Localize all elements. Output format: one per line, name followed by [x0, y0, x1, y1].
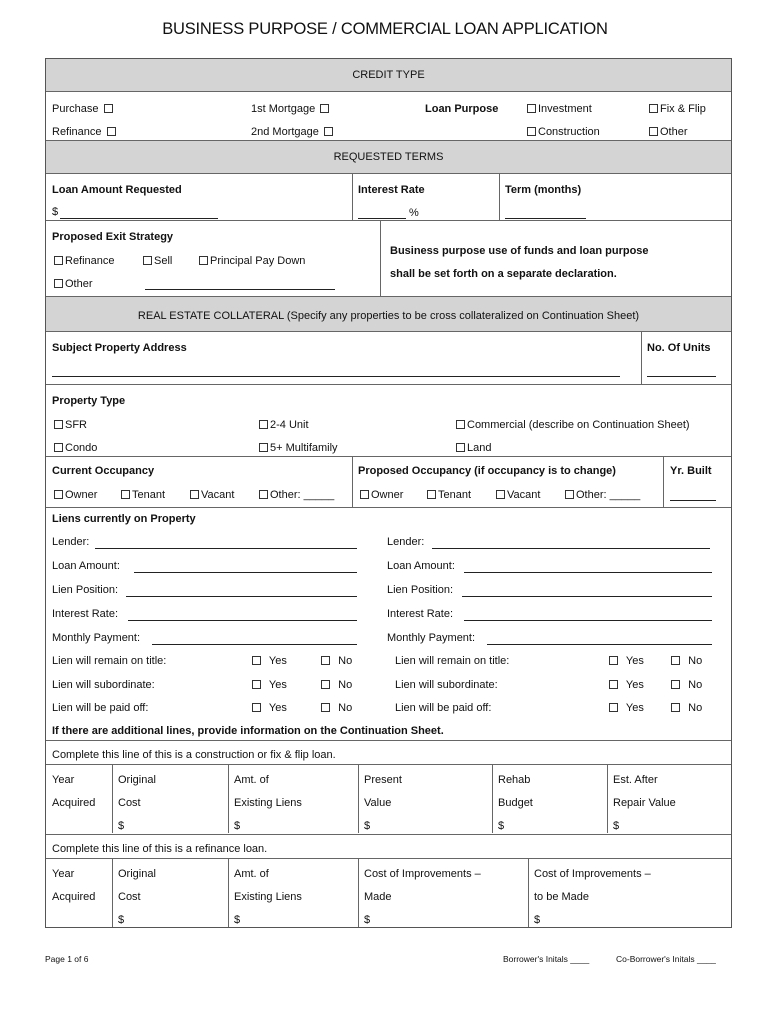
divider: [228, 765, 229, 833]
exit-refinance-option[interactable]: [52, 254, 115, 268]
r-tbm-dollar: $: [534, 914, 541, 926]
paid-off-label-1: Lien will be paid off:: [52, 702, 149, 714]
paid-off-yes-1[interactable]: [250, 701, 287, 715]
c-budget: Budget: [498, 797, 533, 809]
unit-2-4-label: 2-4 Unit: [270, 419, 309, 431]
c-repair-value: Repair Value: [613, 797, 676, 809]
first-mortgage-checkbox[interactable]: [320, 104, 329, 113]
purpose-note-line2: shall be set forth on a separate declaration.: [390, 268, 617, 280]
divider: [46, 384, 731, 385]
purpose-note-line1: Business purpose use of funds and loan purpose: [390, 245, 649, 257]
refinance-option[interactable]: [52, 125, 118, 139]
land-label: Land: [467, 442, 492, 454]
divider: [46, 456, 731, 457]
c-original: Original: [118, 774, 156, 786]
term-field[interactable]: [505, 218, 586, 219]
condo-checkbox[interactable]: [54, 443, 63, 452]
exit-sell-checkbox[interactable]: [143, 256, 152, 265]
c-existing-liens: Existing Liens: [234, 797, 302, 809]
multifamily-checkbox[interactable]: [259, 443, 268, 452]
commercial-label: Commercial (describe on Continuation Sheet): [467, 419, 690, 431]
other-purpose-option[interactable]: [647, 125, 688, 139]
other-purpose-checkbox[interactable]: [649, 127, 658, 136]
prop-vacant-checkbox[interactable]: [496, 490, 505, 499]
refinance-label: Refinance: [52, 126, 102, 138]
current-occupancy-label: Current Occupancy: [52, 465, 155, 477]
cur-owner-label: Owner: [65, 489, 98, 501]
prop-tenant-option[interactable]: [425, 488, 471, 502]
exit-paydown-option[interactable]: [197, 254, 305, 268]
no-label: No: [338, 702, 353, 714]
loan-amount-field[interactable]: [60, 218, 218, 219]
commercial-option[interactable]: [454, 418, 690, 432]
second-mortgage-option[interactable]: [251, 125, 335, 139]
collateral-header: REAL ESTATE COLLATERAL (Specify any properties to be cross collateralized on Continuation Sheet): [46, 297, 731, 331]
paid-off-yes-2[interactable]: [607, 701, 644, 715]
fix-flip-label: Fix & Flip: [660, 103, 706, 115]
exit-refinance-checkbox[interactable]: [54, 256, 63, 265]
remain-yes-2[interactable]: [607, 654, 644, 668]
c-rehab: Rehab: [498, 774, 531, 786]
divider: [358, 859, 359, 927]
other-purpose-label: Other: [660, 126, 688, 138]
prop-owner-option[interactable]: [358, 488, 403, 502]
exit-paydown-checkbox[interactable]: [199, 256, 208, 265]
purchase-checkbox[interactable]: [104, 104, 113, 113]
subordinate-no-1[interactable]: [319, 678, 352, 692]
c-year: Year: [52, 774, 75, 786]
paid-off-no-1[interactable]: [319, 701, 352, 715]
r-improvements-made-1: Cost of Improvements –: [364, 868, 481, 880]
units-field[interactable]: [647, 376, 716, 377]
divider: [663, 457, 664, 507]
lien-position-field-1[interactable]: [126, 596, 357, 597]
page-number: Page 1 of 6: [45, 954, 89, 964]
property-address-label: Subject Property Address: [52, 342, 187, 354]
land-checkbox[interactable]: [456, 443, 465, 452]
term-label: Term (months): [505, 184, 582, 196]
divider: [112, 859, 113, 927]
r-improvements-tbm-2: to be Made: [534, 891, 590, 903]
r-original: Original: [118, 868, 156, 880]
refinance-intro: Complete this line of this is a refinance loan.: [52, 843, 268, 855]
r-amt-of: Amt. of: [234, 868, 269, 880]
exit-strategy-label: Proposed Exit Strategy: [52, 231, 174, 243]
condo-label: Condo: [65, 442, 98, 454]
borrower-initials: Borrower's Initals ____: [503, 954, 590, 964]
remain-no-1[interactable]: [319, 654, 352, 668]
no-label: No: [688, 679, 703, 691]
divider: [492, 765, 493, 833]
multifamily-option[interactable]: [257, 441, 338, 455]
checkbox[interactable]: [609, 703, 618, 712]
loan-amount-field-2[interactable]: [464, 572, 712, 573]
checkbox[interactable]: [321, 680, 330, 689]
c-liens-dollar: $: [234, 820, 241, 832]
cur-other-option[interactable]: [257, 488, 334, 502]
cur-tenant-option[interactable]: [119, 488, 165, 502]
divider: [46, 858, 731, 859]
checkbox[interactable]: [671, 656, 680, 665]
c-present: Present: [364, 774, 402, 786]
interest-rate-label-1: Interest Rate:: [52, 608, 119, 620]
divider: [358, 765, 359, 833]
unit-2-4-checkbox[interactable]: [259, 420, 268, 429]
divider: [352, 457, 353, 507]
multifamily-label: 5+ Multifamily: [270, 442, 338, 454]
liens-label: Liens currently on Property: [52, 513, 196, 525]
subordinate-label-1: Lien will subordinate:: [52, 679, 155, 691]
r-made-dollar: $: [364, 914, 371, 926]
first-mortgage-label: 1st Mortgage: [251, 103, 316, 115]
paid-off-label-2: Lien will be paid off:: [395, 702, 492, 714]
r-improvements-made-2: Made: [364, 891, 392, 903]
condo-option[interactable]: [52, 441, 97, 455]
divider: [112, 765, 113, 833]
subordinate-yes-2[interactable]: [607, 678, 644, 692]
land-option[interactable]: [454, 441, 491, 455]
loan-amount-label-1: Loan Amount:: [52, 560, 120, 572]
checkbox[interactable]: [321, 656, 330, 665]
yes-label: Yes: [625, 679, 644, 691]
construction-label: Construction: [538, 126, 600, 138]
divider: [499, 174, 500, 220]
c-value-dollar: $: [364, 820, 371, 832]
prop-tenant-label: Tenant: [438, 489, 472, 501]
no-label: No: [338, 655, 353, 667]
fix-flip-option[interactable]: [647, 102, 706, 116]
first-mortgage-option[interactable]: [251, 102, 331, 116]
checkbox[interactable]: [252, 680, 261, 689]
cur-vacant-option[interactable]: [188, 488, 234, 502]
r-acquired: Acquired: [52, 891, 96, 903]
divider: [528, 859, 529, 927]
lien-position-label-1: Lien Position:: [52, 584, 119, 596]
construction-checkbox[interactable]: [527, 127, 536, 136]
checkbox[interactable]: [609, 680, 618, 689]
cur-vacant-label: Vacant: [201, 489, 235, 501]
unit-2-4-option[interactable]: [257, 418, 309, 432]
exit-paydown-label: Principal Pay Down: [210, 255, 306, 267]
cur-owner-option[interactable]: [52, 488, 97, 502]
construction-intro: Complete this line of this is a construction or fix & flip loan.: [52, 749, 336, 761]
divider: [607, 765, 608, 833]
divider: [352, 174, 353, 220]
checkbox[interactable]: [609, 656, 618, 665]
c-budget-dollar: $: [498, 820, 505, 832]
exit-sell-option[interactable]: [141, 254, 172, 268]
divider: [46, 91, 731, 92]
interest-rate-field-2[interactable]: [464, 620, 712, 621]
r-cost: Cost: [118, 891, 141, 903]
c-amt-of: Amt. of: [234, 774, 269, 786]
sfr-label: SFR: [65, 419, 87, 431]
exit-other-label: Other: [65, 278, 93, 290]
remain-yes-1[interactable]: [250, 654, 287, 668]
refinance-checkbox[interactable]: [107, 127, 116, 136]
yes-label: Yes: [268, 679, 287, 691]
purchase-option[interactable]: [52, 102, 115, 116]
yr-built-label: Yr. Built: [670, 465, 712, 477]
proposed-occupancy-label: Proposed Occupancy (if occupancy is to change): [358, 465, 616, 477]
additional-lines-note: If there are additional lines, provide information on the Continuation Sheet.: [52, 725, 444, 737]
cur-tenant-checkbox[interactable]: [121, 490, 130, 499]
divider: [228, 859, 229, 927]
prop-tenant-checkbox[interactable]: [427, 490, 436, 499]
monthly-payment-field-2[interactable]: [487, 644, 712, 645]
prop-vacant-label: Vacant: [507, 489, 541, 501]
checkbox[interactable]: [671, 680, 680, 689]
yes-label: Yes: [268, 655, 287, 667]
subordinate-yes-1[interactable]: [250, 678, 287, 692]
lien-position-field-2[interactable]: [462, 596, 712, 597]
purchase-label: Purchase: [52, 103, 99, 115]
lender-label-2: Lender:: [387, 536, 425, 548]
prop-owner-checkbox[interactable]: [360, 490, 369, 499]
lender-label-1: Lender:: [52, 536, 90, 548]
loan-amount-prefix: $: [52, 206, 59, 218]
divider: [46, 173, 731, 174]
interest-rate-field-1[interactable]: [128, 620, 357, 621]
monthly-payment-field-1[interactable]: [152, 644, 357, 645]
r-liens-dollar: $: [234, 914, 241, 926]
c-cost-dollar: $: [118, 820, 125, 832]
prop-owner-label: Owner: [371, 489, 404, 501]
investment-label: Investment: [538, 103, 592, 115]
r-year: Year: [52, 868, 75, 880]
investment-option[interactable]: [525, 102, 592, 116]
credit-type-header: CREDIT TYPE: [46, 59, 731, 91]
subordinate-label-2: Lien will subordinate:: [395, 679, 498, 691]
divider: [46, 740, 731, 741]
no-label: No: [688, 655, 703, 667]
c-cost: Cost: [118, 797, 141, 809]
page-title: BUSINESS PURPOSE / COMMERCIAL LOAN APPLICATION: [162, 20, 608, 38]
property-type-label: Property Type: [52, 395, 126, 407]
construction-option[interactable]: [525, 125, 600, 139]
exit-refinance-label: Refinance: [65, 255, 115, 267]
paid-off-no-2[interactable]: [669, 701, 702, 715]
cur-other-label: Other: _____: [270, 489, 335, 501]
divider: [46, 507, 731, 508]
r-improvements-tbm-1: Cost of Improvements –: [534, 868, 651, 880]
requested-terms-header: REQUESTED TERMS: [46, 141, 731, 173]
lender-field-2[interactable]: [432, 548, 710, 549]
exit-other-field[interactable]: [145, 289, 335, 290]
no-label: No: [338, 679, 353, 691]
sfr-checkbox[interactable]: [54, 420, 63, 429]
checkbox[interactable]: [671, 703, 680, 712]
cur-owner-checkbox[interactable]: [54, 490, 63, 499]
cur-vacant-checkbox[interactable]: [190, 490, 199, 499]
loan-purpose-label: Loan Purpose: [425, 103, 499, 115]
r-cost-dollar: $: [118, 914, 125, 926]
commercial-checkbox[interactable]: [456, 420, 465, 429]
remain-label-2: Lien will remain on title:: [395, 655, 510, 667]
lender-field-1[interactable]: [95, 548, 357, 549]
checkbox[interactable]: [252, 703, 261, 712]
checkbox[interactable]: [321, 703, 330, 712]
exit-sell-label: Sell: [154, 255, 173, 267]
prop-vacant-option[interactable]: [494, 488, 540, 502]
divider: [641, 332, 642, 384]
exit-other-checkbox[interactable]: [54, 279, 63, 288]
fix-flip-checkbox[interactable]: [649, 104, 658, 113]
interest-rate-label-2: Interest Rate:: [387, 608, 454, 620]
r-existing-liens: Existing Liens: [234, 891, 302, 903]
checkbox[interactable]: [252, 656, 261, 665]
interest-rate-label: Interest Rate: [358, 184, 425, 196]
loan-amount-label: Loan Amount Requested: [52, 184, 182, 196]
c-est-after: Est. After: [613, 774, 658, 786]
second-mortgage-label: 2nd Mortgage: [251, 126, 319, 138]
sfr-option[interactable]: [52, 418, 87, 432]
divider: [46, 331, 731, 332]
remain-label-1: Lien will remain on title:: [52, 655, 167, 667]
prop-other-option[interactable]: [563, 488, 640, 502]
divider: [380, 221, 381, 296]
yr-built-field[interactable]: [670, 500, 716, 501]
investment-checkbox[interactable]: [527, 104, 536, 113]
prop-other-label: Other: _____: [576, 489, 641, 501]
interest-rate-field[interactable]: [358, 218, 406, 219]
cur-other-checkbox[interactable]: [259, 490, 268, 499]
monthly-payment-label-1: Monthly Payment:: [52, 632, 141, 644]
monthly-payment-label-2: Monthly Payment:: [387, 632, 476, 644]
second-mortgage-checkbox[interactable]: [324, 127, 333, 136]
exit-other-option[interactable]: [52, 277, 93, 291]
prop-other-checkbox[interactable]: [565, 490, 574, 499]
divider: [46, 834, 731, 835]
yes-label: Yes: [625, 702, 644, 714]
loan-amount-label-2: Loan Amount:: [387, 560, 455, 572]
c-repair-dollar: $: [613, 820, 620, 832]
yes-label: Yes: [625, 655, 644, 667]
no-label: No: [688, 702, 703, 714]
coborrower-initials: Co-Borrower's Initals ____: [616, 954, 716, 964]
remain-no-2[interactable]: [669, 654, 702, 668]
c-value: Value: [364, 797, 392, 809]
loan-amount-field-1[interactable]: [134, 572, 357, 573]
interest-percent: %: [409, 207, 419, 219]
units-label: No. Of Units: [647, 342, 711, 354]
c-acquired: Acquired: [52, 797, 96, 809]
subordinate-no-2[interactable]: [669, 678, 702, 692]
divider: [46, 764, 731, 765]
lien-position-label-2: Lien Position:: [387, 584, 454, 596]
property-address-field[interactable]: [52, 376, 620, 377]
cur-tenant-label: Tenant: [132, 489, 166, 501]
divider: [46, 220, 731, 221]
yes-label: Yes: [268, 702, 287, 714]
